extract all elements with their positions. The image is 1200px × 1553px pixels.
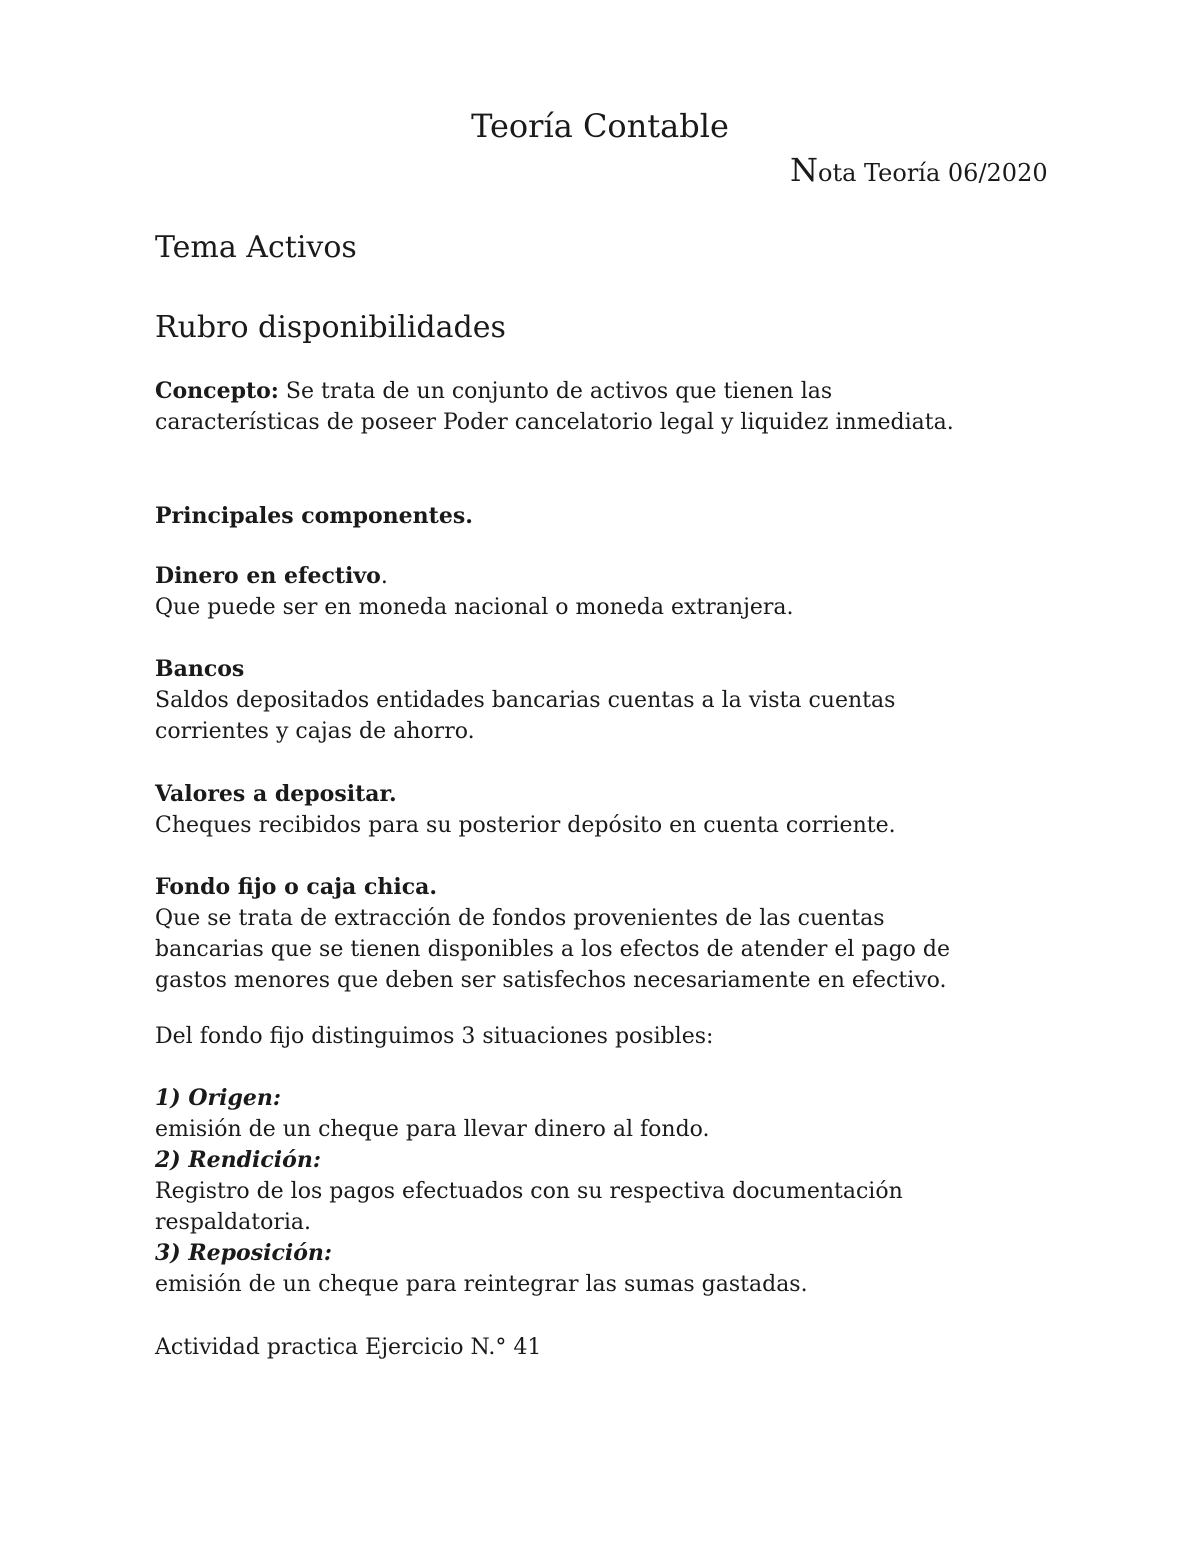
- concept-line-1: [155, 376, 1055, 407]
- component-cash-line-1: Que puede ser en moneda nacional o moneda extranjera.: [155, 595, 794, 620]
- component-cash-title-line: [155, 561, 1055, 592]
- component-petty-cash: [155, 872, 1055, 996]
- component-banks-title: Bancos: [155, 656, 245, 682]
- situation-replacement-label: 3) Reposición:: [155, 1240, 332, 1266]
- component-petty-cash-line-2: bancarias que se tienen disponibles a los efectos de atender el pago de: [155, 937, 951, 962]
- component-banks: [155, 654, 1055, 747]
- component-cash-title: Dinero en efectivo: [155, 563, 381, 589]
- situations-list: [155, 1083, 1055, 1300]
- component-values-title: Valores a depositar.: [155, 781, 397, 807]
- component-values-line-1: Cheques recibidos para su posterior depósito en cuenta corriente.: [155, 813, 896, 838]
- situation-replacement-line-1: emisión de un cheque para reintegrar las sumas gastadas.: [155, 1272, 808, 1297]
- component-petty-cash-line-3: gastos menores que deben ser satisfechos necesariamente en efectivo.: [155, 968, 947, 993]
- concept-text-1: Se trata de un conjunto de activos que tienen las: [278, 379, 833, 404]
- component-banks-line-1: Saldos depositados entidades bancarias cuentas a la vista cuentas: [155, 688, 896, 713]
- component-values: [155, 779, 1055, 841]
- note-initial: N: [790, 151, 818, 189]
- situation-origin-label: 1) Origen:: [155, 1085, 281, 1111]
- document-title: Teoría Contable: [471, 107, 729, 145]
- situation-origin-line-1: emisión de un cheque para llevar dinero al fondo.: [155, 1117, 710, 1142]
- situation-rendition-line-2: respaldatoria.: [155, 1210, 312, 1235]
- note-text: ota Teoría 06/2020: [818, 159, 1048, 187]
- component-petty-cash-title: Fondo fijo o caja chica.: [155, 874, 438, 900]
- note-reference: [790, 150, 1048, 193]
- situation-rendition-label: 2) Rendición:: [155, 1147, 321, 1173]
- component-cash: [155, 561, 1055, 623]
- component-banks-line-2: corrientes y cajas de ahorro.: [155, 719, 475, 744]
- section-heading: Rubro disponibilidades: [155, 310, 506, 345]
- activity-reference: Actividad practica Ejercicio N.° 41: [155, 1335, 542, 1360]
- component-petty-cash-line-1: Que se trata de extracción de fondos provenientes de las cuentas: [155, 906, 885, 931]
- components-heading: Principales componentes.: [155, 503, 473, 529]
- component-cash-title-suffix: .: [380, 564, 388, 589]
- concept-line-2: características de poseer Poder cancelatorio legal y liquidez inmediata.: [155, 410, 954, 435]
- concept-label: Concepto:: [155, 378, 279, 404]
- fund-intro: Del fondo fijo distinguimos 3 situaciones posibles:: [155, 1024, 714, 1049]
- concept-paragraph: [155, 376, 1055, 438]
- situation-rendition-line-1: Registro de los pagos efectuados con su respectiva documentación: [155, 1179, 903, 1204]
- topic-heading: Tema Activos: [155, 230, 357, 265]
